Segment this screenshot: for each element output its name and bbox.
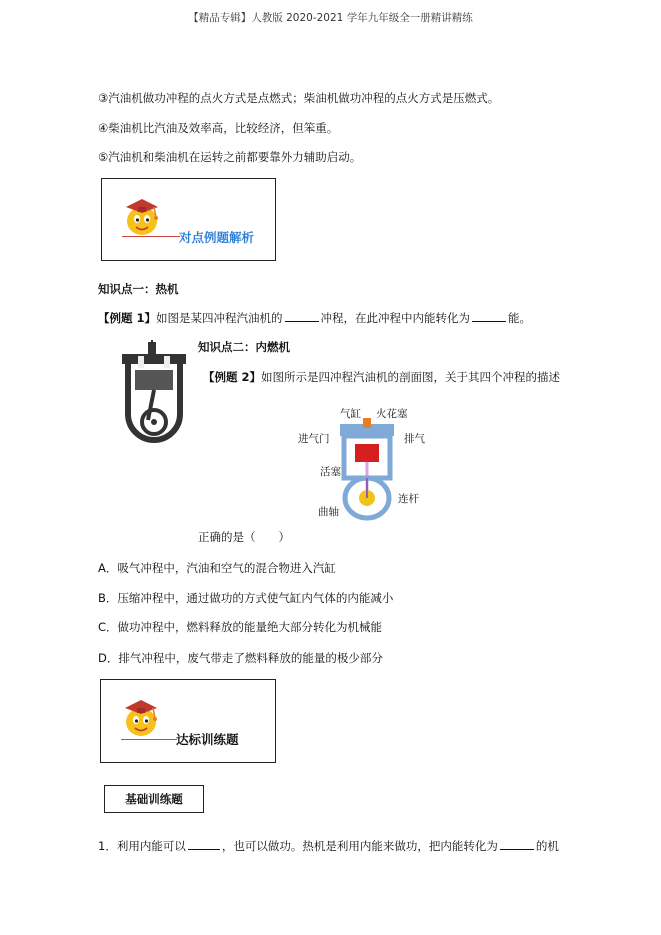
point-5: ⑤汽油机和柴油机在运转之前都要靠外力辅助启动。: [98, 150, 362, 164]
label-intake-valve: 进气门: [298, 433, 330, 445]
engine-diagram-graphic: [336, 418, 398, 522]
point-3: ③汽油机做功冲程的点火方式是点燃式；柴油机做功冲程的点火方式是压燃式。: [98, 91, 500, 105]
example-1: [98, 310, 531, 326]
example-1-text-c: 能。: [508, 311, 532, 325]
option-c: C．做功冲程中，燃料释放的能量绝大部分转化为机械能: [98, 620, 383, 634]
option-b: B．压缩冲程中，通过做功的方式使气缸内气体的内能减小: [98, 591, 394, 605]
point-4: ④柴油机比汽油及效率高，比较经济，但笨重。: [98, 121, 339, 135]
question-1: [98, 838, 559, 854]
knowledge-point-2: 知识点二：内燃机: [198, 340, 290, 354]
question-1-text-b: ，也可以做功。热机是利用内能来做功，把内能转化为: [221, 839, 498, 853]
banner-rule: [121, 739, 177, 740]
example-1-text-b: 冲程，在此冲程中内能转化为: [320, 311, 471, 325]
answer-blank[interactable]: [285, 310, 319, 322]
label-crankshaft: 曲轴: [318, 506, 339, 518]
knowledge-point-1: 知识点一：热机: [98, 282, 179, 296]
label-cylinder: 气缸: [340, 408, 361, 420]
answer-blank[interactable]: [500, 838, 534, 850]
label-spark-plug: 火花塞: [376, 408, 408, 420]
engine-cross-section-diagram: [294, 398, 434, 524]
graduate-mascot-icon: [115, 690, 167, 742]
graduate-mascot-icon: [116, 189, 168, 241]
option-d: D．排气冲程中，废气带走了燃料释放的能量的极少部分: [98, 651, 383, 665]
example-2-continuation: 正确的是（ ）: [198, 530, 290, 544]
page-header: 【精品专辑】人教版 2020-2021 学年九年级全一册精讲精练: [188, 12, 473, 24]
option-a: A．吸气冲程中，汽油和空气的混合物进入汽缸: [98, 561, 336, 575]
banner-rule: [122, 236, 180, 237]
example-1-label: 【例题 1】: [98, 311, 157, 325]
example-2: [203, 369, 560, 385]
section-basic-training: 基础训练题: [104, 785, 204, 813]
example-2-label: 【例题 2】: [203, 370, 262, 384]
question-1-text-c: 的机: [535, 839, 559, 853]
answer-blank[interactable]: [188, 838, 220, 850]
label-piston: 活塞: [320, 466, 341, 478]
example-2-text: 如图所示是四冲程汽油机的剖面图，关于其四个冲程的描述: [261, 370, 561, 384]
banner-practice: [100, 679, 276, 763]
banner-title: 对点例题解析: [179, 230, 255, 245]
engine-stroke-figure: [118, 340, 190, 448]
banner-example-analysis: [101, 178, 276, 261]
answer-blank[interactable]: [472, 310, 506, 322]
question-1-text-a: 1．利用内能可以: [98, 839, 186, 853]
label-exhaust: 排气: [404, 433, 425, 445]
label-connecting-rod: 连杆: [398, 493, 419, 505]
banner-title: 达标训练题: [176, 732, 239, 747]
example-1-text-a: 如图是某四冲程汽油机的: [156, 311, 283, 325]
